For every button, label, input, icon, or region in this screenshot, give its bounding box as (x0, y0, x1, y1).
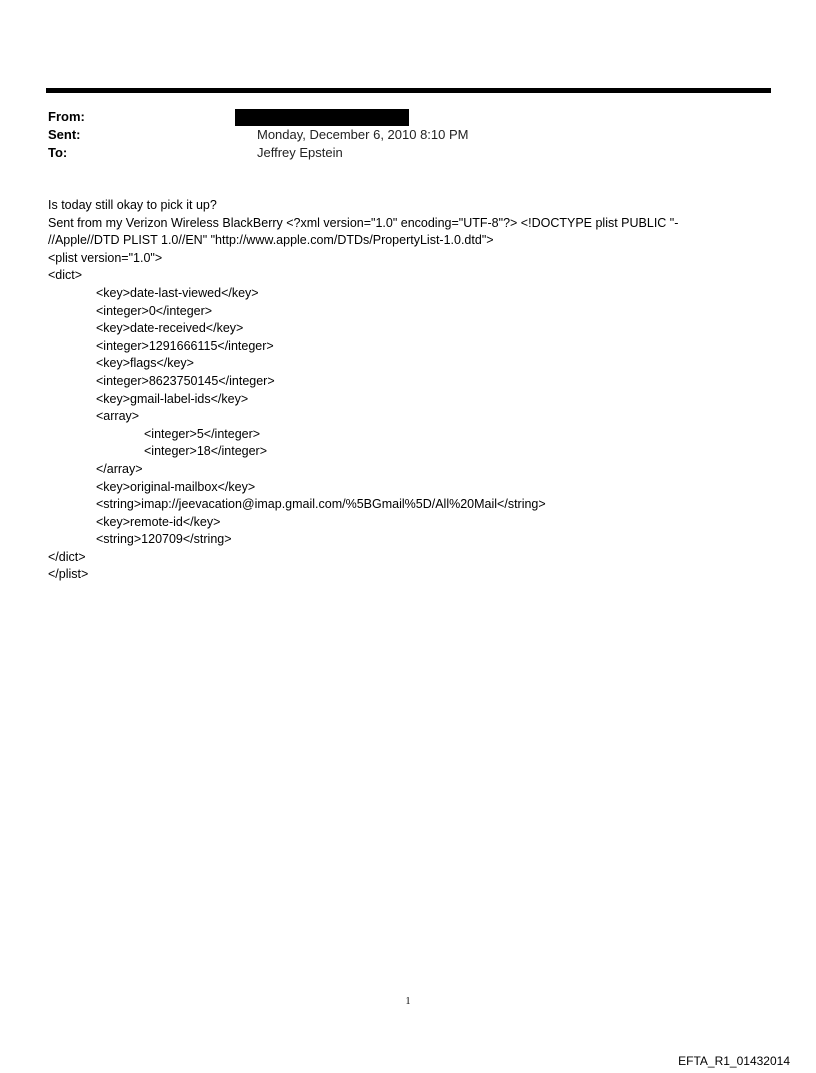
to-value: Jeffrey Epstein (257, 145, 343, 160)
redaction-block (235, 109, 409, 126)
header-divider (46, 88, 771, 93)
body-line: //Apple//DTD PLIST 1.0//EN" "http://www.apple.com/DTDs/PropertyList-1.0.dtd"> (48, 233, 494, 248)
body-line: </plist> (48, 567, 89, 582)
from-label: From: (48, 109, 85, 124)
body-line: <integer>0</integer> (96, 303, 213, 318)
sent-row (48, 126, 748, 144)
body-line: <string>imap://jeevacation@imap.gmail.com/%5BGmail%5D/All%20Mail</string> (96, 497, 546, 512)
body-line: <key>original-mailbox</key> (96, 479, 256, 494)
body-line: <string>120709</string> (96, 532, 232, 547)
body-line: <integer>18</integer> (144, 444, 268, 459)
document-id: EFTA_R1_01432014 (678, 1054, 790, 1068)
body-line: <key>flags</key> (96, 356, 194, 371)
body-line: <array> (96, 409, 140, 424)
body-line: <key>date-last-viewed</key> (96, 285, 259, 300)
email-header (48, 108, 748, 162)
to-row (48, 144, 748, 162)
body-line: <key>remote-id</key> (96, 514, 221, 529)
body-line: <integer>1291666115</integer> (96, 338, 274, 353)
email-body (48, 197, 748, 584)
from-row (48, 108, 748, 126)
body-line: <integer>8623750145</integer> (96, 373, 275, 388)
body-line: <key>gmail-label-ids</key> (96, 391, 249, 406)
body-line: </array> (96, 461, 143, 476)
sent-label: Sent: (48, 127, 81, 142)
body-line: <dict> (48, 268, 83, 283)
page-number: 1 (405, 996, 411, 1007)
body-line: <plist version="1.0"> (48, 250, 163, 265)
body-line: Is today still okay to pick it up? (48, 198, 217, 212)
to-label: To: (48, 145, 68, 160)
body-line: <integer>5</integer> (144, 426, 261, 441)
sent-value: Monday, December 6, 2010 8:10 PM (257, 127, 469, 142)
body-line: <key>date-received</key> (96, 321, 244, 336)
body-line: </dict> (48, 549, 86, 564)
body-line: Sent from my Verizon Wireless BlackBerry <?xml version="1.0" encoding="UTF-8"?> <!DOCTYPE plist PUBLIC "- (48, 215, 679, 230)
